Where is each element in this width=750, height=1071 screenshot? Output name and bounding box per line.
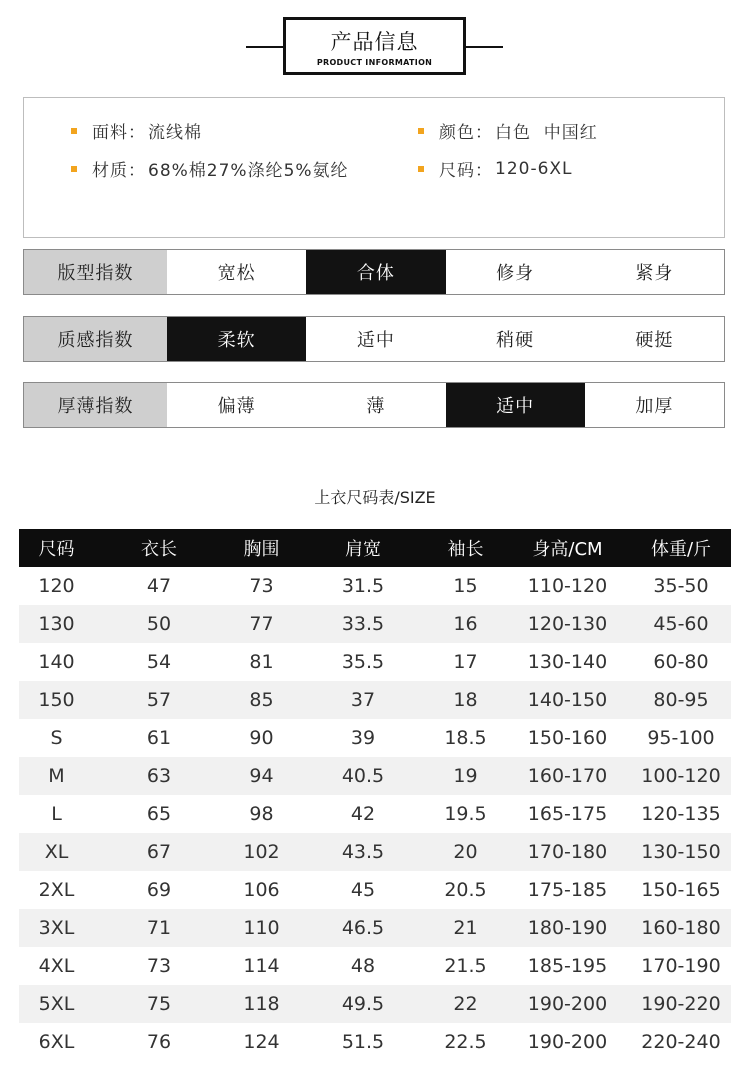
- table-cell: 73: [146, 955, 172, 977]
- table-cell: L: [51, 803, 62, 825]
- table-cell: 43.5: [341, 841, 385, 863]
- thickness-index-row: [23, 382, 725, 428]
- table-cell: 71: [146, 917, 172, 939]
- table-cell: 98: [249, 803, 274, 825]
- table-row: [19, 909, 731, 947]
- table-cell: 47: [146, 575, 172, 597]
- fit-option-0: 宽松: [217, 263, 256, 284]
- table-cell: XL: [44, 841, 69, 863]
- texture-option-2: 稍硬: [496, 330, 535, 351]
- column-header: 肩宽: [345, 539, 381, 560]
- fit-index-row: [23, 249, 725, 295]
- info-size: [418, 156, 573, 181]
- table-cell: 61: [146, 727, 172, 749]
- table-cell: 81: [249, 651, 274, 673]
- table-cell: 4XL: [38, 955, 75, 977]
- table-cell: 22.5: [444, 1031, 487, 1053]
- table-cell: 21.5: [444, 955, 487, 977]
- table-cell: 17: [453, 651, 478, 673]
- table-row: [19, 795, 731, 833]
- table-cell: 140-150: [527, 689, 608, 711]
- table-cell: 180-190: [527, 917, 608, 939]
- table-cell: 130-140: [527, 651, 608, 673]
- table-cell: 19.5: [444, 803, 487, 825]
- table-cell: 22: [453, 993, 478, 1015]
- table-cell: 31.5: [341, 575, 385, 597]
- table-cell: 85: [249, 689, 274, 711]
- texture-option-0: 柔软: [167, 317, 306, 361]
- info-color-label: 颜色：: [439, 123, 493, 143]
- table-row: [19, 985, 731, 1023]
- table-row: [19, 1023, 731, 1061]
- table-cell: 150: [38, 689, 75, 711]
- table-cell: 106: [243, 879, 280, 901]
- table-cell: 150-160: [527, 727, 608, 749]
- table-cell: 46.5: [341, 917, 385, 939]
- fit-option-3: 紧身: [635, 263, 674, 284]
- section-header: [283, 17, 466, 75]
- table-row: [19, 833, 731, 871]
- product-info-box: [23, 97, 725, 238]
- info-fabric: [71, 118, 202, 143]
- table-cell: 110-120: [527, 575, 608, 597]
- table-row: [19, 871, 731, 909]
- table-cell: 160-170: [527, 765, 608, 787]
- table-cell: 140: [38, 651, 75, 673]
- table-cell: 114: [243, 955, 280, 977]
- table-cell: 100-120: [641, 765, 721, 787]
- table-cell: 20: [453, 841, 478, 863]
- bullet-square-icon: [418, 166, 424, 172]
- table-cell: 48: [350, 955, 376, 977]
- table-cell: 170-180: [527, 841, 608, 863]
- size-table-title: 上衣尺码表/SIZE: [314, 488, 436, 507]
- info-color: [418, 118, 598, 143]
- table-cell: 18: [453, 689, 478, 711]
- table-cell: 33.5: [341, 613, 385, 635]
- table-cell: 190-220: [641, 993, 721, 1015]
- info-fabric-value: 流线棉: [148, 123, 202, 143]
- table-cell: 35.5: [341, 651, 385, 673]
- table-row: [19, 757, 731, 795]
- table-cell: 45: [350, 879, 376, 901]
- table-cell: 118: [243, 993, 280, 1015]
- bullet-square-icon: [71, 166, 77, 172]
- thickness-option-0: 偏薄: [217, 396, 256, 417]
- thickness-index-head: 厚薄指数: [24, 383, 167, 427]
- fit-index-head: 版型指数: [24, 250, 167, 294]
- table-cell: 150-165: [641, 879, 721, 901]
- table-row: [19, 567, 731, 605]
- table-cell: 18.5: [444, 727, 487, 749]
- table-cell: 50: [146, 613, 172, 635]
- table-cell: 39: [350, 727, 376, 749]
- table-cell: 77: [249, 613, 274, 635]
- fit-option-2: 修身: [496, 263, 535, 284]
- info-material-value: 68%棉27%涤纶5%氨纶: [148, 161, 349, 181]
- texture-index-head: 质感指数: [24, 317, 167, 361]
- table-cell: 40.5: [341, 765, 385, 787]
- table-cell: 60-80: [653, 651, 709, 673]
- texture-index-row: [23, 316, 725, 362]
- table-cell: 21: [453, 917, 478, 939]
- table-cell: 75: [146, 993, 172, 1015]
- info-fabric-label: 面料：: [92, 123, 146, 143]
- table-cell: 5XL: [38, 993, 75, 1015]
- texture-option-1: 适中: [356, 330, 395, 351]
- fit-option-1: 合体: [306, 250, 445, 294]
- table-cell: 160-180: [641, 917, 721, 939]
- size-table-header: [19, 529, 731, 567]
- column-header: 胸围: [243, 539, 280, 560]
- table-cell: 190-200: [527, 993, 608, 1015]
- table-cell: 95-100: [647, 727, 715, 749]
- table-row: [19, 643, 731, 681]
- table-cell: 102: [243, 841, 280, 863]
- table-cell: 130-150: [641, 841, 721, 863]
- table-cell: 69: [146, 879, 172, 901]
- column-header: 袖长: [447, 539, 484, 560]
- table-cell: 120: [38, 575, 75, 597]
- thickness-option-3: 加厚: [635, 396, 674, 417]
- table-cell: 175-185: [527, 879, 608, 901]
- texture-option-3: 硬挺: [635, 330, 674, 351]
- table-cell: 73: [249, 575, 274, 597]
- table-row: [19, 947, 731, 985]
- table-cell: 20.5: [444, 879, 487, 901]
- table-cell: 94: [249, 765, 274, 787]
- table-cell: 110: [243, 917, 280, 939]
- table-cell: 49.5: [341, 993, 385, 1015]
- table-cell: 185-195: [527, 955, 608, 977]
- thickness-option-1: 薄: [366, 396, 386, 417]
- info-size-value: 120-6XL: [495, 158, 573, 179]
- thickness-option-2: 适中: [446, 383, 585, 427]
- table-cell: 51.5: [341, 1031, 385, 1053]
- table-cell: 16: [453, 613, 478, 635]
- table-cell: 2XL: [38, 879, 75, 901]
- info-color-value: 白色 中国红: [495, 123, 598, 143]
- info-size-label: 尺码：: [439, 161, 493, 181]
- column-header: 尺码: [38, 539, 75, 560]
- table-cell: 120-130: [527, 613, 608, 635]
- table-cell: M: [48, 765, 65, 787]
- table-cell: 130: [38, 613, 75, 635]
- size-table: [19, 529, 731, 1061]
- table-cell: S: [50, 727, 63, 749]
- table-cell: 54: [146, 651, 172, 673]
- page-title: 产品信息: [330, 30, 419, 54]
- info-material: [71, 156, 349, 181]
- bullet-square-icon: [418, 128, 424, 134]
- column-header: 体重/斤: [650, 539, 712, 560]
- table-cell: 124: [243, 1031, 280, 1053]
- page-subtitle: PRODUCT INFORMATION: [316, 58, 433, 67]
- bullet-square-icon: [71, 128, 77, 134]
- table-cell: 165-175: [527, 803, 608, 825]
- table-cell: 57: [146, 689, 172, 711]
- table-cell: 45-60: [653, 613, 709, 635]
- table-cell: 67: [146, 841, 172, 863]
- table-cell: 90: [249, 727, 274, 749]
- table-row: [19, 681, 731, 719]
- table-cell: 42: [350, 803, 376, 825]
- info-material-label: 材质：: [92, 161, 146, 181]
- table-cell: 15: [453, 575, 478, 597]
- table-cell: 76: [146, 1031, 172, 1053]
- table-cell: 35-50: [653, 575, 709, 597]
- table-cell: 120-135: [641, 803, 721, 825]
- table-cell: 220-240: [641, 1031, 721, 1053]
- table-cell: 37: [350, 689, 376, 711]
- table-row: [19, 719, 731, 757]
- table-cell: 19: [453, 765, 478, 787]
- table-cell: 170-190: [641, 955, 721, 977]
- table-cell: 190-200: [527, 1031, 608, 1053]
- table-cell: 6XL: [38, 1031, 75, 1053]
- table-cell: 65: [146, 803, 172, 825]
- table-cell: 80-95: [653, 689, 709, 711]
- table-cell: 3XL: [38, 917, 75, 939]
- column-header: 身高/CM: [532, 539, 603, 560]
- table-cell: 63: [146, 765, 172, 787]
- table-row: [19, 605, 731, 643]
- column-header: 衣长: [141, 539, 177, 560]
